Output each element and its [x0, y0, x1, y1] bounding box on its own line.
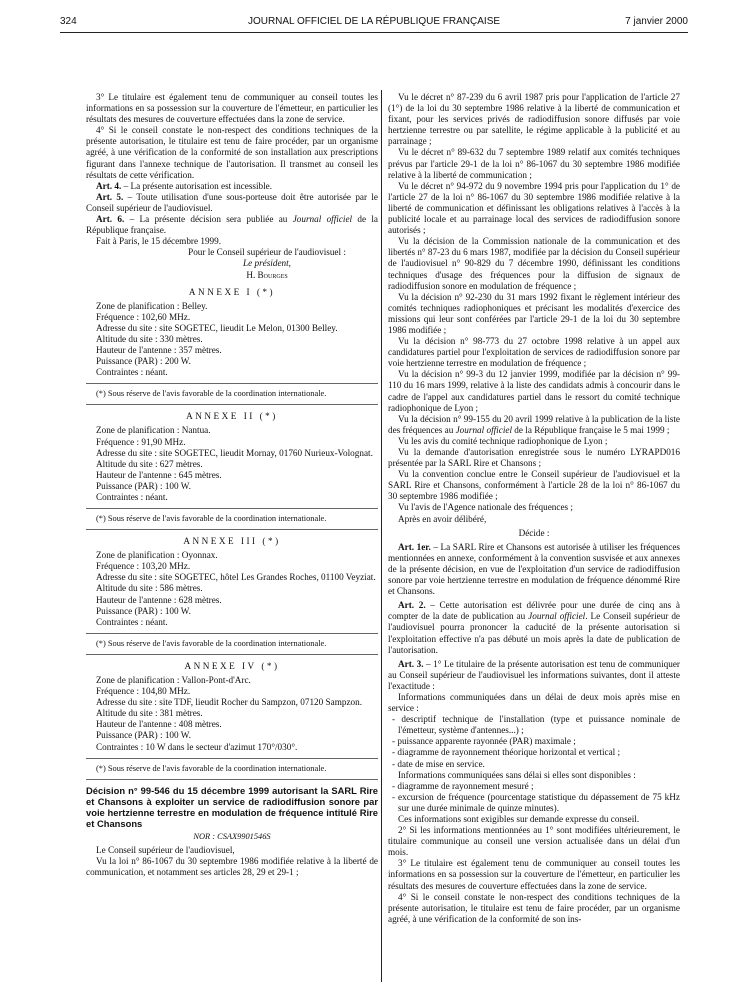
paragraph: 4° Si le conseil constate le non-respect des conditions techniques de la présente autorisation, le titulaire est tenu de faire procéder, par un organisme agréé, à une vérification de la conformité de son installation aux prescriptions figurant dans l'annexe technique de l'autorisation. Il transmet au conseil les résultats de cette vérification.: [86, 125, 378, 180]
column-divider: [381, 90, 382, 982]
annex-line: Adresse du site : site SOGETEC, hôtel Les Grandes Roches, 01100 Veyziat.: [96, 572, 376, 583]
paragraph: Le Conseil supérieur de l'audiovisuel,: [96, 844, 235, 855]
article-label: Art. 5.: [96, 191, 124, 202]
page-number: 324: [60, 16, 77, 27]
divider: [86, 529, 378, 530]
vu-paragraph: Vu les avis du comité technique radiophonique de Lyon ;: [398, 435, 608, 446]
paragraph: 2° Si les informations mentionnées au 1° sont modifiées ultérieurement, le titulaire communique au conseil une version actualisée dans un délai d'un mois.: [388, 825, 680, 858]
annex-line: Hauteur de l'antenne : 645 mètres.: [96, 469, 222, 480]
paragraph: 4° Si le conseil constate le non-respect des conditions techniques de la présente autorisation, le titulaire est tenu de faire procéder, par un organisme agréé, à une vérification de la conformité de son ins-: [388, 891, 680, 924]
article-text: – Toute utilisation d'une sous-porteuse doit être autorisée par le Conseil supérieur de l'audiovisuel.: [86, 191, 378, 213]
vu-paragraph: Vu le décret n° 89-632 du 7 septembre 1989 relatif aux comités techniques prévus par l'article 29-1 de la loi n° 86-1067 du 30 septembre 1986 modifiée relative à la liberté de communication ;: [388, 147, 680, 180]
journal-ref: Journal officiel: [292, 214, 353, 225]
page-header: [60, 16, 688, 30]
article-3: [388, 659, 680, 692]
article-text: – La présente décision sera publiée au: [124, 214, 293, 225]
annex-title: ANNEXE I (*): [188, 286, 276, 297]
list-item: - excursion de fréquence (pourcentage statistique du dépassement de 75 kHz sur une durée minimale de quinze minutes).: [392, 791, 680, 813]
annex-title: ANNEXE II (*): [186, 411, 278, 422]
annex-line: Adresse du site : site SOGETEC, lieudit Le Melon, 01300 Belley.: [96, 322, 338, 333]
journal-ref: Journal officiel: [455, 424, 512, 435]
annex-line: Fréquence : 102,60 MHz.: [96, 311, 191, 322]
divider: [86, 654, 378, 655]
journal-ref: Journal officiel: [528, 611, 586, 622]
annex-note: (*) Sous réserve de l'avis favorable de la coordination internationale.: [96, 389, 327, 399]
article-text: – 1° Le titulaire de la présente autorisation est tenu de communiquer au Conseil supérieur de l'audiovisuel les informations suivantes, dont il atteste l'exactitude :: [388, 658, 680, 691]
list-item: - date de mise en service.: [392, 758, 485, 769]
divider: [86, 758, 378, 759]
signature-title-text: Le président,: [243, 258, 291, 269]
right-column: [388, 92, 680, 925]
article-2: [388, 600, 680, 655]
list-item: - diagramme de rayonnement mesuré ;: [392, 780, 534, 791]
annex-1: [86, 287, 378, 406]
article-label: Art. 6.: [96, 214, 125, 225]
annex-line: Altitude du site : 627 mètres.: [96, 458, 203, 469]
annex-line: Contraintes : 10 W dans le secteur d'azimut 170°/030°.: [96, 741, 298, 752]
article-label: Art. 1er.: [398, 541, 431, 552]
article-4: [86, 181, 378, 192]
list-item: - descriptif technique de l'installation (type et puissance nominale de l'émetteur, système d'antennes...) ;: [392, 714, 680, 736]
decision-title: Décision n° 99-546 du 15 décembre 1999 autorisant la SARL Rire et Chansons à exploiter un service de radiodiffusion sonore par voie hertzienne terrestre en modulation de fréquence intitulé Rire et Chansons: [86, 784, 378, 829]
article-text: – La SARL Rire et Chansons est autorisée à utiliser les fréquences mentionnées en annexe, conformément à la convention susvisée et aux annexes de la présente décision, en vue de l'exploitation d'un service de radiodiffusion sonore par voie hertzienne terrestre en modulation de fréquence dénommé Rire et Chansons.: [388, 541, 680, 597]
article-6: [86, 214, 378, 236]
vu-paragraph: Vu le décret n° 94-972 du 9 novembre 1994 pris pour l'application du 1° de l'article 27 de la loi n° 86-1067 du 30 septembre 1986 modifiée relative à la liberté de communication et définissant les obligations relatives à l'accès à la publicité locale et au parrainage local des services de radiodiffusion sonore autorisés ;: [388, 180, 680, 236]
annex-line: Altitude du site : 330 mètres.: [96, 333, 203, 344]
annex-line: Zone de planification : Vallon-Pont-d'Arc.: [96, 674, 251, 685]
annex-line: Contraintes : néant.: [96, 492, 168, 502]
annex-line: Fréquence : 103,20 MHz.: [96, 561, 191, 572]
article-text: – Cette autorisation est délivrée pour une durée de cinq ans à compter de la date de publication au: [388, 600, 680, 622]
annex-note: (*) Sous réserve de l'avis favorable de la coordination internationale.: [96, 763, 327, 773]
paragraph: Informations communiquées dans un délai de deux mois après mise en service :: [388, 691, 680, 714]
nor-reference: [86, 831, 378, 842]
list-item: - diagramme de rayonnement théorique horizontal et vertical ;: [392, 747, 621, 758]
divider: [86, 508, 378, 509]
fait-a-paris: Fait à Paris, le 15 décembre 1999.: [96, 236, 222, 247]
annex-line: Zone de planification : Oyonnax.: [96, 550, 218, 561]
paragraph: Vu la loi n° 86-1067 du 30 septembre 1986 modifiée relative à la liberté de communication, et notamment ses articles 28, 29 et 29-1 ;: [86, 855, 378, 877]
annex-line: Puissance (PAR) : 100 W.: [96, 605, 191, 616]
annex-title: ANNEXE IV (*): [184, 660, 280, 671]
annex-line: Altitude du site : 381 mètres.: [96, 708, 203, 719]
signature-title: [86, 258, 378, 269]
vu-paragraph: Vu l'avis de l'Agence nationale des fréquences ;: [398, 502, 573, 513]
paragraph: 3° Le titulaire est également tenu de communiquer au conseil toutes les informations en sa possession sur la couverture de l'émetteur, en particulier les résultats des mesures de couverture effectuées dans la zone de service.: [388, 858, 680, 891]
vu-paragraph: Vu le décret n° 87-239 du 6 avril 1987 pris pour l'application de l'article 27 (1°) de la loi du 30 septembre 1986 relative à la liberté de communication et fixant, pour les services privés de radiodiffusion sonore diffusés par voie hertzienne terrestre ou par satellite, le régime applicable à la publicité et au parrainage ;: [388, 92, 680, 147]
article-label: Art. 3.: [398, 658, 424, 669]
annex-line: Puissance (PAR) : 100 W.: [96, 730, 191, 741]
annex-line: Contraintes : néant.: [96, 616, 168, 627]
annex-title: ANNEXE III (*): [183, 536, 281, 547]
annex-note: (*) Sous réserve de l'avis favorable de la coordination internationale.: [96, 514, 327, 524]
vu-paragraph: Vu la décision n° 92-230 du 31 mars 1992 fixant le règlement intérieur des comités techniques radiophoniques et précisant les modalités d'exercice des missions qui leur sont conférées par l'article 29-1 de la loi du 30 septembre 1986 modifiée ;: [388, 291, 680, 335]
header-rule: [60, 32, 688, 33]
article-5: [86, 192, 378, 214]
decide-heading: Décide :: [518, 527, 550, 538]
annex-2: [86, 411, 378, 530]
article-text: . Le Conseil supérieur de l'audiovisuel pourra prononcer la caducité de la présente autorisation si l'exploitation effective n'a pas débuté un mois après la date de publication de l'autorisation.: [388, 611, 680, 655]
info-list-1: [388, 714, 680, 769]
divider: [86, 404, 378, 405]
annex-line: Zone de planification : Nantua.: [96, 425, 211, 436]
signature-line: Pour le Conseil supérieur de l'audiovisuel :: [188, 247, 346, 258]
journal-title: JOURNAL OFFICIEL DE LA RÉPUBLIQUE FRANÇAISE: [247, 16, 501, 27]
signature-name: H. Bourges: [246, 269, 288, 280]
annex-line: Hauteur de l'antenne : 408 mètres.: [96, 719, 222, 730]
divider: [86, 383, 378, 384]
vu-paragraph: Vu la décision de la Commission nationale de la communication et des libertés n° 87-23 du 6 mars 1987, modifiée par la décision du Conseil supérieur de l'audiovisuel n° 90-829 du 7 décembre 1990, définissant les conditions techniques d'usage des fréquences pour la diffusion de signaux de radiodiffusion sonore en modulation de fréquence ;: [388, 236, 680, 291]
vu-paragraph: [388, 414, 680, 436]
paragraph: Ces informations sont exigibles sur demande expresse du conseil.: [398, 814, 640, 824]
vu-paragraph: Vu la décision n° 98-773 du 27 octobre 1998 relative à un appel aux candidatures partiel pour l'exploitation de services de radiodiffusion sonore par voie hertzienne terrestre en modulation de fréquence ;: [388, 336, 680, 369]
annex-line: Fréquence : 104,80 MHz.: [96, 686, 191, 697]
annex-3: [86, 536, 378, 655]
left-column: [86, 92, 378, 878]
divider: [86, 779, 378, 780]
annex-line: Hauteur de l'antenne : 628 mètres.: [96, 594, 222, 605]
annex-4: [86, 661, 378, 780]
annex-note: (*) Sous réserve de l'avis favorable de la coordination internationale.: [96, 638, 327, 648]
vu-text: Vu la décision n° 99-155 du 20 avril 1999 relative à la publication de la liste des fréquences au: [388, 413, 680, 435]
vu-paragraph: Vu la demande d'autorisation enregistrée sous le numéro LYRAPD016 présentée par la SARL Rire et Chansons ;: [388, 447, 680, 469]
info-list-2: [388, 781, 680, 814]
paragraph: 3° Le titulaire est également tenu de communiquer au conseil toutes les informations en sa possession sur la couverture de l'émetteur, en particulier les résultats des mesures de couverture effectuées dans la zone de service.: [86, 92, 378, 125]
annex-line: Hauteur de l'antenne : 357 mètres.: [96, 345, 222, 356]
vu-paragraph: Après en avoir délibéré,: [398, 513, 487, 524]
annex-line: Puissance (PAR) : 200 W.: [96, 356, 191, 367]
annex-line: Adresse du site : site SOGETEC, lieudit Mornay, 01760 Nurieux-Volognat.: [96, 447, 373, 458]
article-text: – La présente autorisation est incessible.: [121, 180, 273, 191]
annex-line: Adresse du site : site TDF, lieudit Rocher du Sampzon, 07120 Sampzon.: [96, 697, 363, 708]
nor-text: NOR : CSAX9901546S: [193, 831, 271, 841]
list-item: - puissance apparente rayonnée (PAR) maximale ;: [392, 736, 576, 747]
annex-line: Zone de planification : Belley.: [96, 300, 208, 311]
article-text: de la République française.: [86, 214, 378, 236]
vu-paragraph: Vu la décision n° 99-3 du 12 janvier 1999, modifiée par la décision n° 99-110 du 16 mars 1999, relative à la liste des candidats admis à concourir dans le cadre de l'appel aux candidatures partiel dans le ressort du comité technique radiophonique de Lyon ;: [388, 369, 680, 413]
divider: [86, 633, 378, 634]
article-1: [388, 542, 680, 597]
issue-date: 7 janvier 2000: [625, 16, 688, 27]
annex-line: Contraintes : néant.: [96, 367, 168, 378]
vu-text: de la République française le 5 mai 1999 ;: [512, 424, 670, 435]
paragraph: Informations communiquées sans délai si elles sont disponibles :: [398, 769, 636, 780]
annex-line: Puissance (PAR) : 100 W.: [96, 480, 191, 491]
annex-line: Fréquence : 91,90 MHz.: [96, 436, 186, 447]
article-label: Art. 2.: [398, 600, 426, 611]
vu-paragraph: Vu la convention conclue entre le Conseil supérieur de l'audiovisuel et la SARL Rire et Chansons, conformément à l'article 28 de la loi n° 86-1067 du 30 septembre 1986 modifiée ;: [388, 469, 680, 502]
annex-line: Altitude du site : 586 mètres.: [96, 583, 203, 594]
article-label: Art. 4.: [96, 180, 122, 191]
